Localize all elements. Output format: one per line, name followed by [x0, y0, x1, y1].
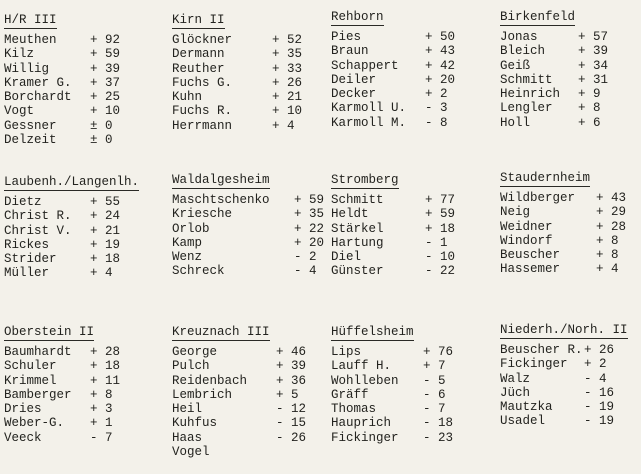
player-name: Hartung — [331, 235, 384, 250]
player-score: + 50 — [425, 30, 456, 44]
player-row — [172, 445, 307, 459]
player-score: + 2 — [425, 87, 448, 102]
player-list — [4, 33, 139, 147]
player-row — [172, 76, 307, 90]
player-score: + 5 — [276, 387, 299, 402]
player-name: Bleich — [500, 44, 546, 59]
player-score: + 55 — [90, 195, 121, 209]
player-name: Strider — [4, 252, 57, 267]
player-score: - 7 — [423, 402, 446, 417]
player-score: + 35 — [294, 207, 325, 222]
team-block — [500, 168, 635, 277]
player-row — [4, 62, 139, 76]
player-list — [500, 30, 635, 130]
player-name: Heldt — [331, 207, 369, 222]
player-name: Schmitt — [500, 72, 553, 87]
player-name: Stärkel — [331, 221, 384, 236]
player-row — [172, 235, 325, 250]
player-score: + 34 — [578, 58, 609, 73]
player-row — [172, 33, 307, 47]
player-score: - 1 — [425, 235, 448, 250]
player-row — [331, 73, 466, 87]
player-name: Fuchs R. — [172, 104, 233, 119]
player-score: + 8 — [578, 101, 601, 116]
player-row — [4, 104, 139, 118]
player-score: + 4 — [596, 262, 619, 277]
player-row — [331, 359, 466, 373]
player-score: + 3 — [90, 402, 113, 417]
player-row — [500, 101, 635, 115]
player-name: Heinrich — [500, 87, 561, 102]
player-score: + 37 — [90, 75, 121, 90]
player-row — [4, 133, 139, 147]
team-title: Staudernheim — [500, 171, 591, 185]
player-row — [500, 400, 635, 414]
player-name: Holl — [500, 115, 531, 130]
player-score: - 16 — [584, 385, 615, 400]
team-block — [172, 322, 307, 459]
player-name: Beuscher — [500, 248, 561, 263]
team-block — [172, 10, 307, 133]
player-name: Lauff H. — [331, 359, 392, 374]
player-list — [4, 345, 139, 445]
team-block — [172, 170, 325, 279]
player-name: Schmitt — [331, 193, 384, 207]
player-score: - 19 — [584, 400, 615, 415]
player-score: - 26 — [276, 430, 307, 445]
player-name: Thomas — [331, 402, 377, 417]
team-block — [331, 322, 466, 445]
player-row — [331, 116, 466, 130]
player-score: - 7 — [90, 430, 113, 445]
player-row — [4, 238, 139, 252]
player-score: + 21 — [90, 223, 121, 238]
player-score: + 26 — [272, 75, 303, 90]
player-row — [331, 431, 466, 445]
player-name: Herrmann — [172, 118, 233, 133]
team-block — [331, 170, 466, 279]
team-title: Hüffelsheim — [331, 325, 414, 339]
player-row — [172, 374, 307, 388]
player-score: + 36 — [276, 373, 307, 388]
player-name: Braun — [331, 44, 369, 59]
player-row — [172, 193, 325, 207]
player-score: + 21 — [272, 90, 303, 105]
player-row — [500, 372, 635, 386]
player-name: Mautzka — [500, 400, 553, 415]
player-name: Meuthen — [4, 33, 57, 47]
player-score: + 35 — [272, 47, 303, 62]
player-row — [500, 30, 635, 44]
player-score: + 26 — [584, 343, 615, 357]
player-name: Lips — [331, 345, 362, 359]
player-score: - 4 — [584, 371, 607, 386]
player-name: Fickinger — [500, 357, 568, 372]
player-score: + 42 — [425, 58, 456, 73]
player-score: + 6 — [578, 115, 601, 130]
player-row — [500, 220, 635, 234]
player-row — [172, 359, 307, 373]
player-name: Haas — [172, 430, 203, 445]
player-name: Günster — [331, 264, 384, 279]
player-name: Schappert — [331, 58, 399, 73]
player-row — [172, 47, 307, 61]
player-score: + 92 — [90, 33, 121, 47]
player-name: Deiler — [331, 72, 377, 87]
team-title: Stromberg — [331, 173, 399, 187]
player-score: + 46 — [276, 345, 307, 359]
player-score: + 24 — [90, 209, 121, 224]
player-row — [4, 119, 139, 133]
player-row — [500, 59, 635, 73]
player-name: Schuler — [4, 359, 57, 374]
player-list — [500, 343, 635, 429]
player-score: + 1 — [90, 416, 113, 431]
player-row — [172, 388, 307, 402]
player-name: Maschtschenko — [172, 193, 270, 207]
player-score: - 2 — [294, 250, 317, 265]
player-row — [331, 416, 466, 430]
player-score: + 39 — [578, 44, 609, 59]
player-row — [331, 44, 466, 58]
player-score: + 10 — [272, 104, 303, 119]
player-row — [331, 250, 466, 264]
team-block — [4, 10, 139, 147]
player-name: Schreck — [172, 264, 225, 279]
player-row — [172, 264, 317, 279]
player-score: + 4 — [272, 118, 295, 133]
player-row — [4, 266, 139, 280]
player-row — [4, 374, 139, 388]
player-name: Gräff — [331, 387, 369, 402]
player-row — [4, 359, 139, 373]
player-score: ± 0 — [90, 118, 113, 133]
player-score: + 59 — [425, 207, 456, 222]
player-row — [331, 264, 466, 278]
player-name: Christ V. — [4, 223, 72, 238]
player-score: ± 0 — [90, 133, 113, 148]
player-row — [500, 191, 635, 205]
player-row — [4, 76, 139, 90]
player-row — [500, 234, 635, 248]
team-title: Birkenfeld — [500, 10, 576, 24]
player-row — [500, 73, 635, 87]
player-row — [500, 343, 635, 357]
player-row — [4, 345, 139, 359]
player-score: + 9 — [578, 87, 601, 102]
player-name: George — [172, 345, 218, 359]
player-score: + 77 — [425, 193, 456, 207]
player-row — [172, 104, 307, 118]
player-row — [4, 252, 139, 266]
player-name: Fickinger — [331, 430, 399, 445]
team-title: Niederh./Norh. II — [500, 323, 628, 337]
player-score: + 4 — [90, 266, 113, 281]
player-name: Bamberger — [4, 387, 72, 402]
team-title: H/R III — [4, 13, 57, 27]
player-score: + 18 — [90, 252, 121, 267]
player-name: Orlob — [172, 221, 210, 236]
player-name: Windorf — [500, 233, 553, 248]
player-name: Rickes — [4, 237, 50, 252]
player-name: Dietz — [4, 195, 42, 209]
player-row — [172, 345, 307, 359]
player-score: + 39 — [276, 359, 307, 374]
player-name: Heil — [172, 402, 203, 417]
player-score: + 7 — [423, 359, 446, 374]
player-row — [172, 221, 325, 236]
player-name: Krimmel — [4, 373, 57, 388]
player-score: - 4 — [294, 264, 317, 279]
player-score: - 19 — [584, 414, 615, 429]
player-name: Reuther — [172, 61, 225, 76]
player-score: + 11 — [90, 373, 121, 388]
player-name: Veeck — [4, 430, 42, 445]
player-row — [331, 193, 466, 207]
team-block — [4, 172, 139, 281]
player-score: + 33 — [272, 61, 303, 76]
player-name: Weber-G. — [4, 416, 65, 431]
player-name: Müller — [4, 266, 50, 281]
player-name: Dries — [4, 402, 42, 417]
player-list — [4, 195, 139, 281]
team-block — [500, 7, 635, 130]
player-row — [172, 90, 307, 104]
player-name: Kuhfus — [172, 416, 218, 431]
player-name: Walz — [500, 371, 531, 386]
team-block — [4, 322, 139, 445]
player-list — [331, 193, 466, 279]
player-row — [172, 416, 307, 430]
player-score: + 25 — [90, 90, 121, 105]
player-name: Usadel — [500, 414, 546, 429]
player-name: Kilz — [4, 47, 35, 62]
player-row — [172, 250, 317, 265]
player-score: + 18 — [90, 359, 121, 374]
player-row — [4, 209, 139, 223]
player-list — [172, 193, 325, 279]
team-title: Kirn II — [172, 13, 225, 27]
player-row — [500, 414, 635, 428]
team-title: Waldalgesheim — [172, 173, 270, 187]
player-score: - 15 — [276, 416, 307, 431]
player-name: Neig — [500, 205, 531, 220]
player-row — [4, 388, 139, 402]
player-score: + 39 — [90, 61, 121, 76]
player-row — [500, 87, 635, 101]
player-score: - 18 — [423, 416, 454, 431]
player-name: Delzeit — [4, 133, 57, 148]
player-row — [4, 47, 139, 61]
player-list — [500, 191, 635, 277]
player-name: Glöckner — [172, 33, 233, 47]
player-row — [331, 87, 466, 101]
player-score: + 29 — [596, 205, 627, 220]
player-name: Baumhardt — [4, 345, 72, 359]
player-score: + 59 — [294, 193, 325, 207]
player-name: Jonas — [500, 30, 538, 44]
player-row — [172, 207, 325, 222]
player-score: - 22 — [425, 264, 456, 279]
player-row — [331, 388, 466, 402]
player-score: + 18 — [425, 221, 456, 236]
player-name: Pulch — [172, 359, 210, 374]
player-score: - 12 — [276, 402, 307, 417]
player-name: Fuchs G. — [172, 75, 233, 90]
player-name: Vogel — [172, 445, 210, 460]
player-name: Geiß — [500, 58, 531, 73]
player-row — [172, 119, 307, 133]
player-score: + 59 — [90, 47, 121, 62]
player-name: Hauprich — [331, 416, 392, 431]
player-name: Decker — [331, 87, 377, 102]
player-name: Kamp — [172, 235, 203, 250]
player-score: + 52 — [272, 33, 303, 47]
team-block — [500, 320, 635, 429]
player-row — [331, 374, 466, 388]
team-title: Rehborn — [331, 10, 384, 24]
player-name: Wildberger — [500, 191, 576, 205]
player-name: Wohlleben — [331, 373, 399, 388]
player-name: Karmoll U. — [331, 101, 407, 116]
player-score: + 57 — [578, 30, 609, 44]
player-row — [500, 262, 635, 276]
player-name: Wenz — [172, 250, 203, 265]
player-row — [500, 116, 635, 130]
player-row — [500, 248, 635, 262]
player-name: Kramer G. — [4, 75, 72, 90]
player-list — [331, 345, 466, 445]
player-row — [331, 345, 466, 359]
player-score: + 76 — [423, 345, 454, 359]
player-name: Dermann — [172, 47, 225, 62]
player-name: Willig — [4, 61, 50, 76]
player-name: Jüch — [500, 385, 531, 400]
player-name: Kriesche — [172, 207, 233, 222]
player-list — [331, 30, 466, 130]
player-score: + 20 — [294, 235, 325, 250]
player-name: Vogt — [4, 104, 35, 119]
player-score: + 8 — [596, 233, 619, 248]
player-row — [500, 386, 635, 400]
player-name: Pies — [331, 30, 362, 44]
player-score: - 23 — [423, 430, 454, 445]
player-score: - 10 — [425, 250, 456, 265]
player-list — [172, 345, 307, 459]
player-row — [331, 101, 466, 115]
player-row — [172, 62, 307, 76]
player-score: - 5 — [423, 373, 446, 388]
player-row — [4, 195, 139, 209]
player-name: Borchardt — [4, 90, 72, 105]
player-name: Lengler — [500, 101, 553, 116]
player-score: + 43 — [425, 44, 456, 59]
player-name: Diel — [331, 250, 362, 265]
player-score: + 8 — [90, 387, 113, 402]
player-row — [331, 222, 466, 236]
player-name: Weidner — [500, 219, 553, 234]
player-row — [331, 59, 466, 73]
team-title: Kreuznach III — [172, 325, 270, 339]
player-score: - 3 — [425, 101, 448, 116]
team-title: Laubenh./Langenlh. — [4, 175, 140, 189]
player-row — [172, 431, 307, 445]
player-score: + 22 — [294, 221, 325, 236]
player-row — [4, 33, 139, 47]
player-name: Gessner — [4, 118, 57, 133]
player-score: + 8 — [596, 248, 619, 263]
player-row — [331, 30, 466, 44]
player-score: + 43 — [596, 191, 627, 205]
player-score: + 2 — [584, 357, 607, 372]
player-row — [331, 402, 466, 416]
player-score: + 20 — [425, 72, 456, 87]
player-row — [4, 90, 139, 104]
player-name: Reidenbach — [172, 373, 248, 388]
player-score: - 6 — [423, 387, 446, 402]
player-row — [4, 431, 139, 445]
team-title: Oberstein II — [4, 325, 95, 339]
player-row — [4, 402, 139, 416]
player-score: - 8 — [425, 115, 448, 130]
player-name: Lembrich — [172, 387, 233, 402]
player-row — [500, 205, 635, 219]
player-score: + 28 — [596, 219, 627, 234]
player-row — [172, 402, 307, 416]
player-name: Karmoll M. — [331, 115, 407, 130]
player-row — [331, 207, 466, 221]
player-score: + 19 — [90, 237, 121, 252]
player-row — [331, 236, 466, 250]
player-name: Hassemer — [500, 262, 561, 277]
player-row — [4, 224, 139, 238]
player-score: + 10 — [90, 104, 121, 119]
player-score: + 28 — [90, 345, 121, 359]
player-name: Beuscher R. — [500, 343, 583, 357]
player-list — [172, 33, 307, 133]
player-name: Kuhn — [172, 90, 203, 105]
player-row — [500, 357, 635, 371]
player-row — [4, 416, 139, 430]
player-name: Christ R. — [4, 209, 72, 224]
team-block — [331, 7, 466, 130]
player-row — [500, 44, 635, 58]
player-score: + 31 — [578, 72, 609, 87]
